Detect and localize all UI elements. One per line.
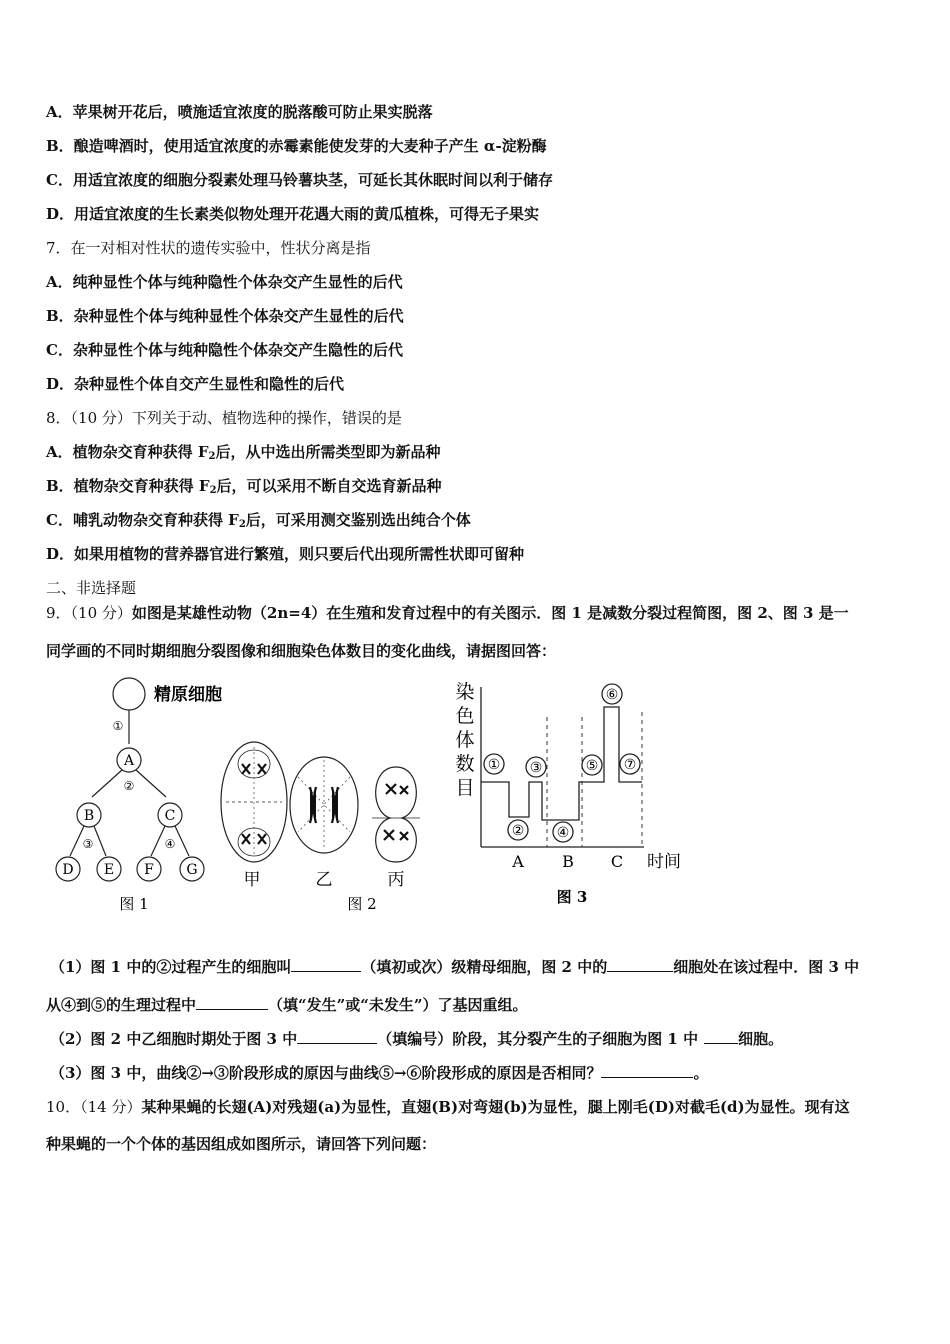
fig3-ylabel-char: 目 [455, 777, 475, 799]
fig3-xlabel: 时间 [647, 852, 681, 872]
fig3-stage-1: ① [487, 757, 501, 773]
q8-option-c [46, 510, 471, 535]
q9-p2-text-b: （填编号）阶段，其分裂产生的子细胞为图 1 中 [377, 1030, 699, 1048]
q6-option-d: D．用适宜浓度的生长素类似物处理开花遇大雨的黄瓜植株，可得无子果实 [46, 205, 540, 223]
fig3-caption: 图 3 [556, 888, 588, 906]
q9-p2-text-c: 细胞。 [738, 1030, 784, 1048]
q9-part1-line1 [50, 957, 859, 977]
q9-number: 9．（10 分） [46, 604, 132, 622]
q9-p1-text-e: （填“发生”或“未发生”）了基因重组。 [268, 996, 528, 1014]
q8-text: 下列关于动、植物选种的操作，错误的是 [131, 409, 402, 427]
fig3-ylabel-char: 色 [455, 705, 475, 727]
fig2-caption: 图 2 [347, 895, 377, 913]
fig1-title: 精原细胞 [154, 685, 222, 705]
q9-p1-text-c: 细胞处在该过程中．图 3 中 [673, 958, 860, 976]
q8-a-pre: A．植物杂交育种获得 F [46, 443, 209, 461]
q10-text1: 某种果蝇的长翅(A)对残翅(a)为显性，直翅(B)对弯翅(b)为显性，腿上刚毛(D)对截毛(d)为显性。现有这 [141, 1098, 850, 1116]
q7-option-b: B．杂种显性个体与纯种显性个体杂交产生显性的后代 [46, 307, 404, 325]
q10-line1 [46, 1097, 850, 1117]
q9-part1-line2 [46, 995, 528, 1015]
q6-option-a: A．苹果树开花后，喷施适宜浓度的脱落酸可防止果实脱落 [46, 103, 433, 121]
q7-stem: 7．在一对相对性状的遗传实验中，性状分离是指 [46, 239, 371, 257]
q9-part3 [50, 1063, 708, 1083]
fig1-label-d: D [62, 862, 74, 878]
subscript-2: 2 [209, 485, 217, 496]
q9-p1-text-a: （1）图 1 中的②过程产生的细胞叫 [50, 958, 292, 976]
q6-option-c: C．用适宜浓度的细胞分裂素处理马铃薯块茎，可延长其休眠时间以利于储存 [46, 171, 553, 189]
q8-c-post: 后，可采用测交鉴别选出纯合个体 [245, 511, 471, 529]
q9-p3-text-a: （3）图 3 中，曲线②→③阶段形成的原因与曲线⑤→⑥阶段形成的原因是否相同？ [50, 1064, 602, 1082]
q8-a-post: 后，从中选出所需类型即为新品种 [215, 443, 441, 461]
answer-blank[interactable] [291, 957, 361, 972]
q7-option-a: A．纯种显性个体与纯种隐性个体杂交产生显性的后代 [46, 273, 403, 291]
fig3-ylabel-char: 数 [455, 753, 475, 775]
fig3-ylabel-char: 体 [455, 729, 475, 751]
fig1-label-f: F [144, 862, 154, 878]
q7-option-c: C．杂种显性个体与纯种隐性个体杂交产生隐性的后代 [46, 341, 403, 359]
fig3-curve [481, 707, 642, 820]
fig1-step-1: ① [112, 719, 124, 733]
q9-p1-text-d: 从④到⑤的生理过程中 [46, 996, 197, 1014]
q8-option-d: D．如果用植物的营养器官进行繁殖，则只要后代出现所需性状即可留种 [46, 545, 525, 563]
fig2-cell-bing [372, 767, 420, 862]
q9-p1-text-b: （填初或次）级精母细胞，图 2 中的 [361, 958, 608, 976]
q10-number: 10．（14 分） [46, 1098, 142, 1116]
fig1-caption: 图 1 [119, 895, 149, 913]
fig1-step-2: ② [123, 779, 135, 793]
fig3-tick-b: B [562, 852, 574, 871]
fig2-label-yi: 乙 [315, 870, 333, 890]
q8-option-b [46, 476, 442, 501]
fig1-label-a: A [123, 753, 135, 769]
fig1-label-b: B [83, 808, 95, 824]
fig1-step-3: ③ [82, 837, 94, 851]
fig3-ylabel-char: 染 [455, 681, 475, 703]
fig2-bing-chromosomes-bottom [384, 830, 408, 840]
subscript-2: 2 [208, 451, 216, 462]
q8-c-pre: C．哺乳动物杂交育种获得 F [46, 511, 239, 529]
q9-p3-text-b: 。 [693, 1064, 709, 1082]
q8-stem [46, 408, 402, 428]
answer-blank[interactable] [607, 957, 673, 972]
q9-text1: 如图是某雄性动物（2n=4）在生殖和发育过程中的有关图示．图 1 是减数分裂过程简图，图 2、图 3 是一 [131, 604, 849, 622]
answer-blank[interactable] [196, 995, 268, 1010]
answer-blank[interactable] [704, 1029, 738, 1044]
fig2-label-bing: 丙 [387, 870, 405, 890]
fig3-stage-2: ② [511, 823, 525, 839]
fig2-cell-jia [221, 742, 287, 862]
q9-line1 [46, 603, 849, 623]
answer-blank[interactable] [601, 1063, 693, 1078]
q10-line2: 种果蝇的一个个体的基因组成如图所示，请回答下列问题： [46, 1135, 437, 1153]
fig2-cell-yi [290, 757, 358, 853]
answer-blank[interactable] [297, 1029, 377, 1044]
q7-option-d: D．杂种显性个体自交产生显性和隐性的后代 [46, 375, 345, 393]
fig3-tick-a: A [512, 852, 524, 871]
q8-option-a [46, 442, 441, 467]
fig3-stage-5: ⑤ [585, 758, 599, 774]
fig3-stage-6: ⑥ [605, 687, 619, 703]
q8-number: 8．（10 分） [46, 409, 132, 427]
fig2-label-jia: 甲 [243, 870, 261, 890]
subscript-2: 2 [238, 519, 246, 530]
fig3-stage-3: ③ [529, 760, 543, 776]
fig1-step-4: ④ [164, 837, 176, 851]
fig3-stage-4: ④ [556, 825, 570, 841]
q9-figures [44, 672, 704, 922]
q9-p2-text-a: （2）图 2 中乙细胞时期处于图 3 中 [50, 1030, 298, 1048]
fig1-spermatogonium-cell [113, 678, 145, 710]
q6-option-b: B．酿造啤酒时，使用适宜浓度的赤霉素能使发芽的大麦种子产生 α-淀粉酶 [46, 137, 547, 155]
fig3-ylabel [455, 681, 474, 799]
fig1-label-g: G [186, 862, 198, 878]
fig1-label-e: E [103, 862, 115, 878]
section-heading: 二、非选择题 [46, 579, 137, 597]
fig3-tick-c: C [610, 852, 624, 871]
q9-line2: 同学画的不同时期细胞分裂图像和细胞染色体数目的变化曲线，请据图回答： [46, 642, 557, 660]
fig2-bing-chromosomes-top [386, 784, 408, 794]
q9-part2 [50, 1029, 783, 1049]
fig3-stage-7: ⑦ [623, 757, 637, 773]
fig1-label-c: C [164, 808, 176, 824]
q8-b-post: 后，可以采用不断自交选育新品种 [216, 477, 442, 495]
q8-b-pre: B．植物杂交育种获得 F [46, 477, 210, 495]
